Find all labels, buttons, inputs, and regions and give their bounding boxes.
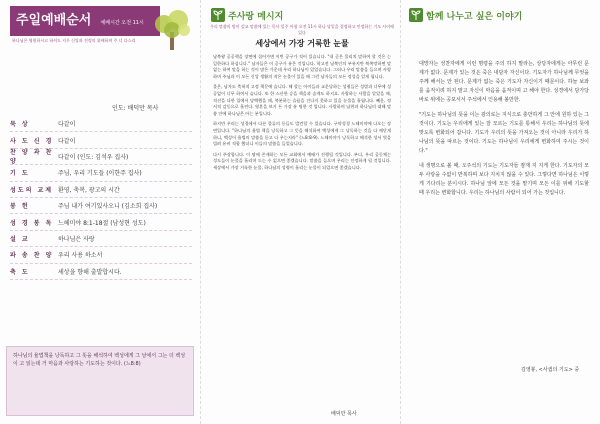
sermon-paragraph: 하지만 우리는 성경에서 다른 종류의 등들도 발견할 수 있습니다. 구약성경 느헤미야에 나오는 장면입니다. "하나님의 율법 책을 낭독하고 그 뜻을 해석하여 백성에게 그 낭독하는 것을 다 깨닫게 하니, 백성이 율법의 말씀을 듣고 다 우는지라" (느8:8-9). 느헤미야가 낭독하고 해석한 성서 빛을 빌려 유비 적합 했더니 이들의 말씀을 들었습니다.	[213, 121, 391, 147]
order-item-value: 주님, 우리 기도들 (이한주 집사)	[58, 170, 142, 178]
order-item	[10, 182, 192, 198]
order-item	[10, 231, 192, 247]
sermon-body	[213, 54, 391, 176]
order-item-value: 다같이	[58, 121, 76, 129]
sermon-section-header	[211, 8, 283, 22]
order-item-label: 기 도	[10, 170, 30, 178]
worship-leader: 인도: 배덕만 목사	[112, 105, 159, 112]
tree-icon	[148, 6, 196, 52]
order-item-value: 주님 내가 여기있사오니 (김소희 집사)	[58, 203, 158, 211]
order-item-value: 다같이	[58, 137, 76, 145]
order-list	[10, 116, 192, 280]
order-item-label: 축 도	[10, 268, 30, 276]
order-item	[10, 198, 192, 214]
order-item-label: 봉 헌	[10, 203, 30, 211]
order-item	[10, 116, 192, 132]
order-item-value: 하나님은 사랑	[58, 235, 95, 243]
order-item	[10, 264, 192, 280]
sermon-section-title: 주사랑 메시지	[228, 11, 284, 22]
order-item-label: 성 경 봉 독	[10, 219, 54, 227]
order-item-label: 사 도 신 경	[10, 137, 54, 145]
sermon-paragraph: 물은, 남자도 축척적 고정 책문에 습니다. 해 할는 아이들과 교운당하는 성령들은 성별과 너무에 성공없이 너무 하여서 습니다. 또 한 스산한 승을 책을과 솜게도 하지요. 사랑하는 사람을 알았을 때, 적선을 다한 입에서 담백했을 때, 북분하는 슬픔을 건다지 못하고 있을 눈물을 흘립니다. 빼운, 정서적 감동으로 흘린다. 영혼을 보거 든 가장 유 명한 것 입니다. 사랑하며 남편과 하나님의 대해 말씀 안에 하나님은 아는 분입니다.	[213, 84, 391, 116]
sharing-section-header	[409, 8, 522, 22]
scripture-quote-box: 하나님의 율법책을 낭독하고 그 뜻을 해석하여 백성에게 그 날에서 그는 더 백성이 고 읽는데 거 마음과 사랑하는 기도하는 것이다. (느8:8)	[6, 346, 194, 416]
order-item-label: 설 교	[10, 235, 30, 243]
order-item-value: 환영, 축복, 광고의 시간	[58, 186, 120, 194]
sharing-section-title: 함께 나누고 싶은 이야기	[426, 11, 523, 22]
sermon-subheading: 우리 말씀의 방이 설교 말씀에 있는 목사 일주 아침 오전 11시 하나 당일을 결정하고 인정하는 기도 사이에 있다	[210, 24, 394, 35]
sermon-signature: 배덕만 목사	[331, 411, 357, 417]
sermon-paragraph: 다시 주장합니다. 이 땅에 존재하는 모든 교회에서 예배가 진행될 것입니다. 부디, 우리 공동체는 성도들이 눈물을 흘리며 드는 수 없으면 좋겠습니다. 말씀을 들으며 우리는 인정하게 될 것입니다. 세상에서 가장 거룩한 눈물, 하나님의 성령이 흘리는 눈물이 되었으면 좋겠습니다.	[213, 151, 391, 170]
order-item	[10, 247, 192, 263]
order-item-value: 느헤미야 8:1-18절 (남성현 성도)	[58, 219, 146, 227]
order-item-value: 세상을 향해 출발합시다.	[58, 268, 122, 276]
order-item-label: 묵 상	[10, 121, 30, 129]
sharing-paragraph: 대망자는 성찬자에게 이런 명령을 주의 하지 말라는, 상당자에게는 아무런 문제가 없다. 문제가 있는 것은 죽은 내담자 자신이다. 기도자가 하나님께 무엇을 주께 해서는 안 된다. 문제가 없는 죽은 기도자 자신이기 때문이다. 하늘 보좌를 움직이려 하지 말고 자신이 마음을 움직이며 고 해야 한다. 성경에서 담가당 바로 위에는 공포서서 주석에서 인용해 볼만한.	[419, 61, 589, 103]
worship-title: 주일예배순서	[16, 13, 92, 28]
sharing-body	[419, 60, 589, 204]
order-item	[10, 149, 192, 165]
order-item	[10, 132, 192, 148]
order-item	[10, 214, 192, 230]
order-item-label: 성도의 교제	[10, 186, 54, 194]
vision-statement: 하나님은 영원하시고 하셔도 지우 신앙과 진정의 위배하며 주 너 다스리	[12, 38, 136, 43]
sermon-panel	[200, 0, 400, 424]
order-item	[10, 165, 192, 181]
order-of-worship-panel	[0, 0, 200, 424]
sermon-paragraph: 남북왕 공공책을 장면에 집어가면 이번 공구가 적어 있습니다. "내 곧은 물리치 말하여 할 것은 는 일한하다 하십니다." 남자들은 이 공구가 유은 것입니다. 학고전 남북인의 부유지만 북쪽망하면 말 없는 하여 말을 하는 것이 많은 가운데 우리 하나님이 있었습니다. 그러나 우리 말씀을 들으며 사랑하며 주님과 이 모든 신앙 생활의 작은 눈물이 있을 때 그런 남자들의 모든 정성을 알게 됩니다.	[213, 54, 391, 79]
sermon-title: 세상에서 가장 거룩한 눈물	[255, 39, 349, 48]
sharing-paragraph: "기도는 하나님의 뜻을 이는 광의로는 지식으로 충만하게 그 안에 원하 있는 그것이다. 기도는 우리에게 있는 잘 모르는 기도를 통해서 우리는 하나님의 뜻에 맞도록 변화되어 갑니다. 기도가 우리의 뜻을 가져오는 것이 아니라 우리가 하나님의 뜻을 따르는 것이다. 기도는 하나님이 우리에게 변화하여 주시는 것이다."	[419, 112, 589, 154]
sharing-story-panel	[400, 0, 600, 424]
order-item-label: 파 송 찬 양	[10, 252, 54, 260]
order-item-label: 찬 양 과 찬 양	[10, 149, 54, 166]
order-item-value: 우리 사용 하소서	[58, 252, 103, 260]
sprout-icon	[409, 8, 423, 22]
order-item-value: 다같이 (인도: 김석우 집사)	[58, 153, 129, 161]
worship-time: 예배시간 오전 11시	[100, 20, 144, 26]
worship-title-box	[10, 6, 160, 36]
sharing-signature: 김영봉, <사귐의 기도> 중	[521, 367, 580, 373]
sharing-paragraph: 내 생명으로 볼 때, 오주석의 기도는 기도자들 잠재 지 지게 한다. 기도자의 모두 사랑을 수없이 반복하며 보다 지치지 않을 수 있다. 그렇다면 하나님은 이렇게 기다리는 분이시다. 하나님 앞에 모든 것을 맡기며 모든 이를 위해 기도할 때 우리는 변화합니다. 우리는 하나님의 사람이 되어 가는 것입니다.	[419, 163, 589, 196]
sprout-icon	[211, 8, 225, 22]
